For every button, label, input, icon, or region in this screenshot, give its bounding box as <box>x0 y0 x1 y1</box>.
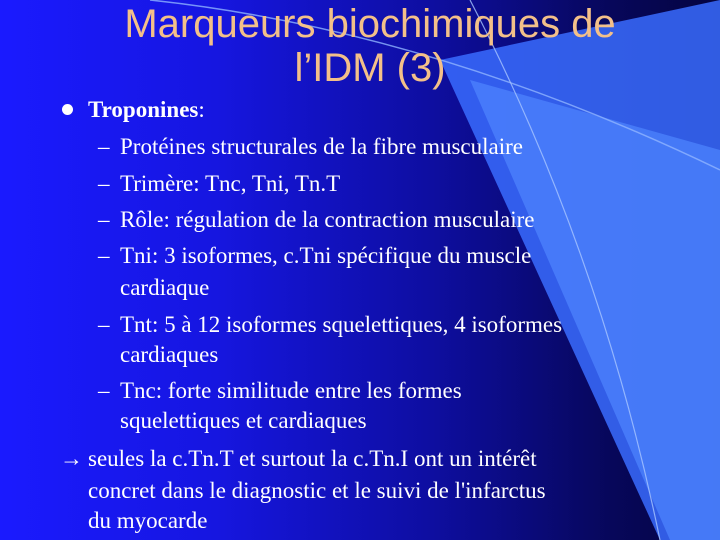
conclusion-continuation: du myocarde <box>88 508 208 533</box>
main-bullet-text <box>88 97 205 123</box>
sub-bullet-text: Rôle: régulation de la contraction musculaire <box>120 207 535 232</box>
sub-bullet-continuation: squelettiques et cardiaques <box>120 408 367 433</box>
round-bullet-icon <box>62 104 73 115</box>
main-bullet-heading: Troponines <box>88 97 199 122</box>
sub-bullet-text: Tni: 3 isoformes, c.Tni spécifique du muscle <box>120 243 532 268</box>
dash-bullet: – <box>98 378 110 403</box>
dash-bullet: – <box>98 171 110 196</box>
sub-bullet-text: Protéines structurales de la fibre musculaire <box>120 134 523 159</box>
conclusion-text: seules la c.Tn.T et surtout la c.Tn.I ont un intérêt <box>88 446 537 471</box>
arrow-icon: → <box>60 446 83 471</box>
dash-bullet: – <box>98 134 110 159</box>
main-bullet-colon: : <box>198 97 205 122</box>
dash-bullet: – <box>98 207 110 232</box>
dash-bullet: – <box>98 312 110 337</box>
title-line-1: Marqueurs biochimiques de <box>124 2 616 46</box>
sub-bullet-text: Trimère: Tnc, Tni, Tn.T <box>120 171 341 196</box>
sub-bullet-text: Tnc: forte similitude entre les formes <box>120 378 462 403</box>
conclusion-continuation: concret dans le diagnostic et le suivi de l'infarctus <box>88 478 546 503</box>
sub-bullet-continuation: cardiaques <box>120 342 219 367</box>
dash-bullet: – <box>98 243 110 268</box>
sub-bullet-continuation: cardiaque <box>120 275 210 300</box>
sub-bullet-text: Tnt: 5 à 12 isoformes squelettiques, 4 isoformes <box>120 312 563 337</box>
title-line-2: l’IDM (3) <box>294 46 446 90</box>
